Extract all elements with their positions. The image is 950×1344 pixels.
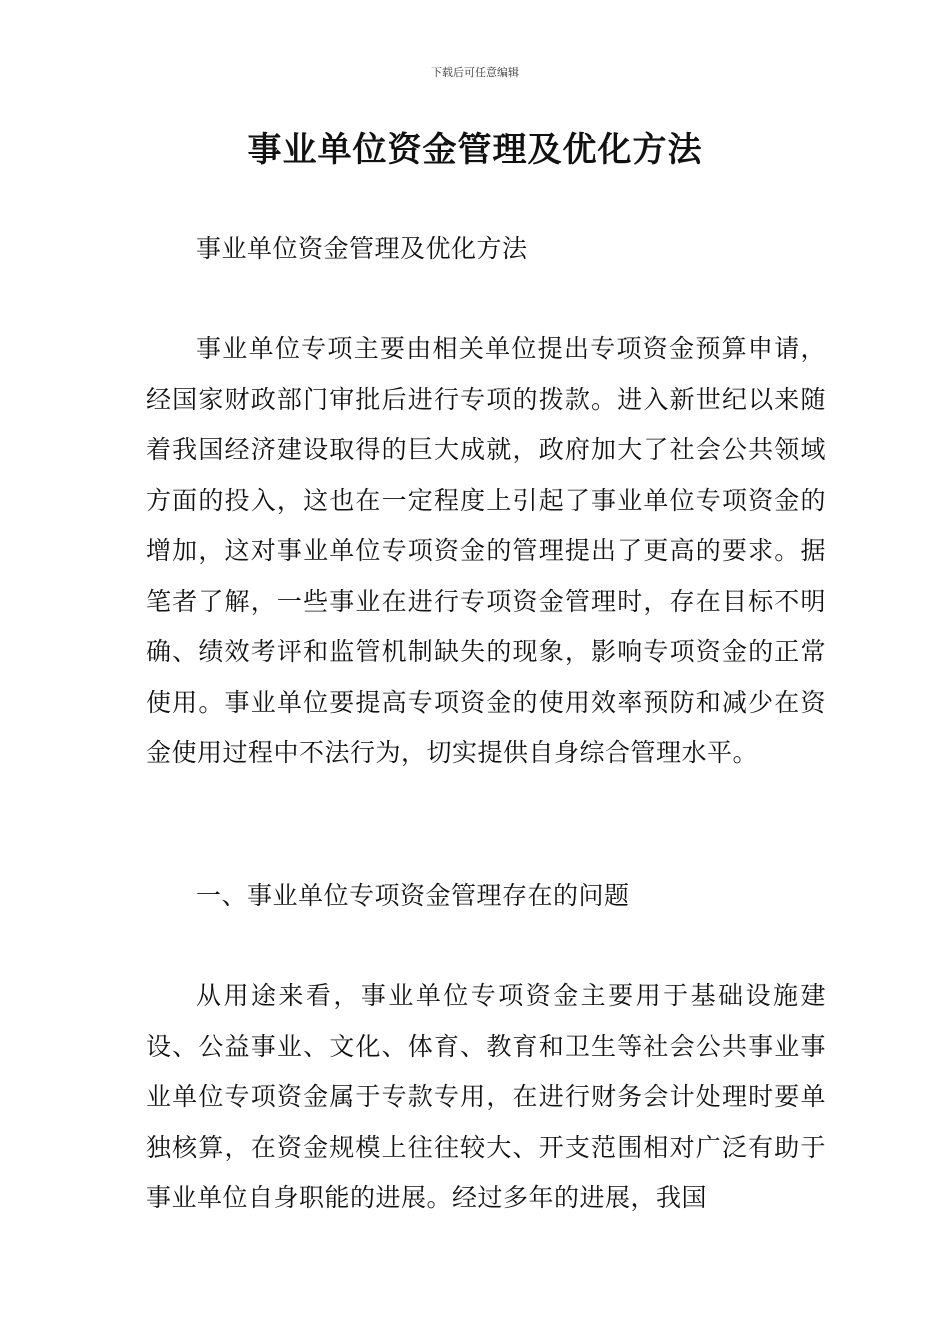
document-subtitle: 事业单位资金管理及优化方法 (196, 234, 528, 263)
paragraph-usage: 从用途来看，事业单位专项资金主要用于基础设施建设、公益事业、文化、体育、教育和卫生等社会公共事业事业单位专项资金属于专款专用，在进行财务会计处理时要单独核算，在资金规模上往往较大、开支范围相对广泛有助于事业单位自身职能的进展。经过多年的进展，我国 (146, 981, 826, 1212)
paragraph-intro: 事业单位专项主要由相关单位提出专项资金预算申请，经国家财政部门审批后进行专项的拨款。进入新世纪以来随着我国经济建设取得的巨大成就，政府加大了社会公共领域方面的投入，这也在一定程度上引起了事业单位专项资金的增加，这对事业单位专项资金的管理提出了更高的要求。据笔者了解，一些事业在进行专项资金管理时，存在目标不明确、绩效考评和监管机制缺失的现象，影响专项资金的正常使用。事业单位要提高专项资金的使用效率预防和减少在资金使用过程中不法行为，切实提供自身综合管理水平。 (146, 334, 826, 767)
header-note: 下载后可任意编辑 (431, 66, 519, 79)
section-heading-1: 一、事业单位专项资金管理存在的问题 (196, 881, 630, 910)
document-title: 事业单位资金管理及优化方法 (247, 130, 703, 170)
